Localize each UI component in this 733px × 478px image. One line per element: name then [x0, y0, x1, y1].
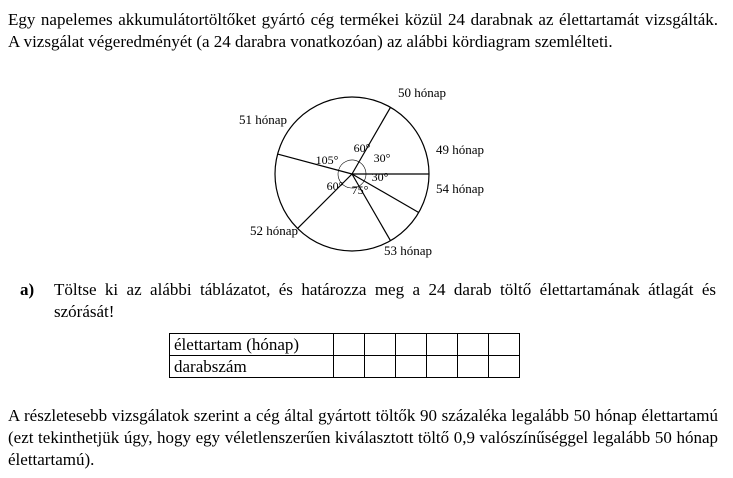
slice-label: 53 hónap	[384, 243, 433, 258]
angle-label: 75°	[351, 183, 369, 197]
table-cell[interactable]	[489, 356, 520, 378]
table-cell[interactable]	[427, 334, 458, 356]
slice-label: 49 hónap	[436, 142, 485, 157]
angle-label: 30°	[373, 151, 391, 165]
angle-arc	[359, 162, 366, 174]
slice-label: 50 hónap	[398, 85, 447, 100]
task-a-label: a)	[20, 280, 35, 299]
angle-label: 30°	[371, 170, 389, 184]
angle-label: 60°	[353, 141, 371, 155]
task-a-text: Töltse ki az alábbi táblázatot, és határozza meg a 24 darab töltő élettartamának átlagát és szórását!	[54, 280, 716, 321]
table-cell[interactable]	[334, 334, 365, 356]
table-cell[interactable]	[489, 334, 520, 356]
table-cell[interactable]	[334, 356, 365, 378]
table-cell[interactable]	[458, 356, 489, 378]
table-cell[interactable]	[427, 356, 458, 378]
table-row	[170, 334, 520, 356]
table-cell[interactable]	[458, 334, 489, 356]
row-header-count: darabszám	[170, 356, 334, 378]
angle-arc	[339, 160, 360, 170]
table-cell[interactable]	[396, 334, 427, 356]
slice-label: 51 hónap	[239, 112, 288, 127]
slice-label: 52 hónap	[250, 223, 299, 238]
slice-boundary	[298, 174, 352, 228]
table-cell[interactable]	[365, 334, 396, 356]
table-row	[170, 356, 520, 378]
answer-table	[169, 333, 520, 378]
table-cell[interactable]	[365, 356, 396, 378]
slice-label: 54 hónap	[436, 181, 485, 196]
angle-arc	[364, 174, 366, 181]
outro-paragraph: A részletesebb vizsgálatok szerint a cég által gyártott töltők 90 százaléka legalább 50 hónap élettartamú (ezt tekinthetjük úgy, hogy egy véletlenszerűen kiválasztott töltő 0,9 valószínűséggel legalább 50 hónap élettartamú).	[8, 406, 718, 469]
angle-label: 105°	[315, 153, 339, 167]
row-header-lifetime: élettartam (hónap)	[170, 334, 334, 356]
table-cell[interactable]	[396, 356, 427, 378]
intro-paragraph: Egy napelemes akkumulátortöltőket gyártó cég termékei közül 24 darabnak az élettartamát vizsgálták. A vizsgálat végeredményét (a 24 darabra vonatkozóan) az alábbi kördiagram szemlélteti.	[8, 10, 718, 51]
angle-label: 60°	[326, 179, 344, 193]
